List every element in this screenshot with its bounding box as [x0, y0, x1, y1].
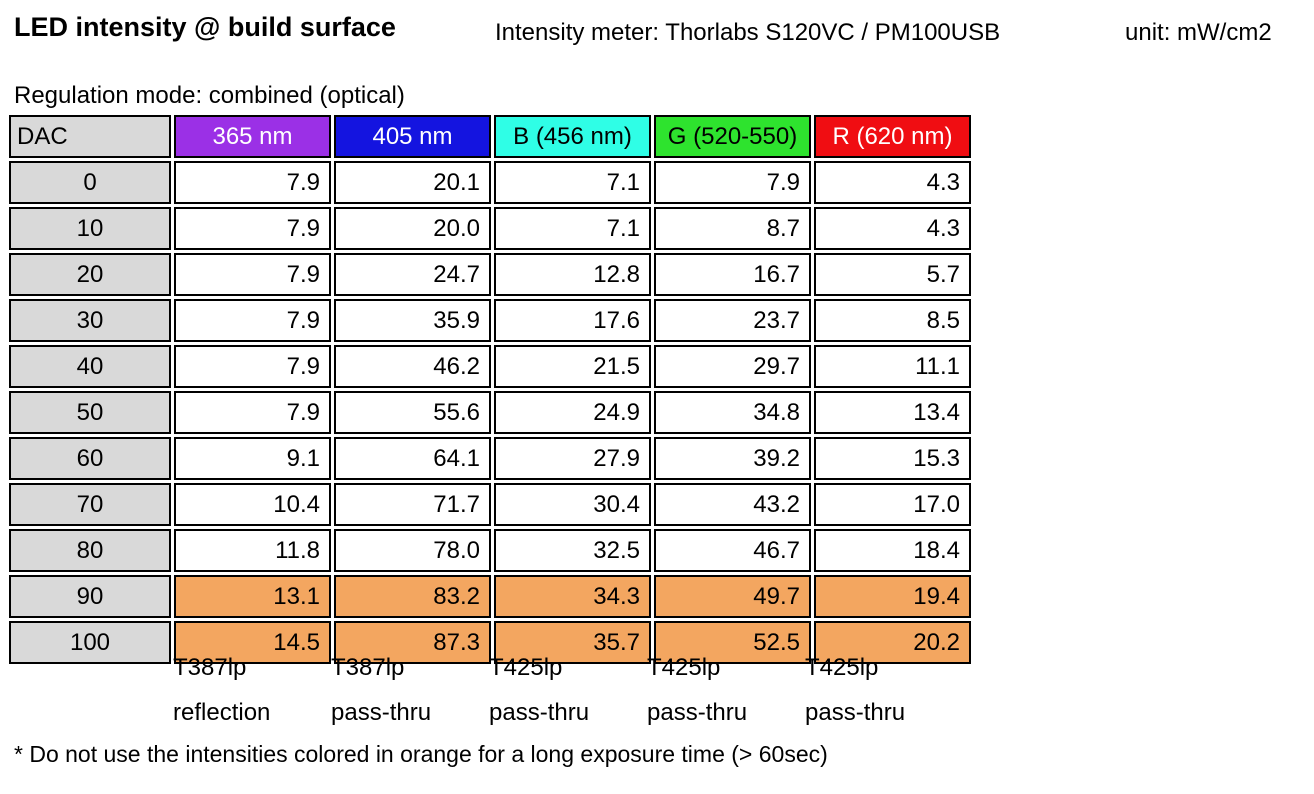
intensity-value-cell: 7.9 — [654, 161, 811, 204]
dac-value-cell: 100 — [9, 621, 171, 664]
wavelength-column-header: 405 nm — [334, 115, 491, 158]
intensity-value-cell: 9.1 — [174, 437, 331, 480]
intensity-value-cell: 34.8 — [654, 391, 811, 434]
table-row — [9, 299, 971, 342]
intensity-value-cell: 17.6 — [494, 299, 651, 342]
dac-value-cell: 10 — [9, 207, 171, 250]
intensity-table — [6, 112, 974, 667]
filter-mode: pass-thru — [331, 699, 432, 726]
wavelength-column-header: 365 nm — [174, 115, 331, 158]
intensity-value-cell: 7.9 — [174, 207, 331, 250]
intensity-value-cell: 16.7 — [654, 253, 811, 296]
intensity-value-cell: 7.1 — [494, 161, 651, 204]
intensity-value-cell: 35.7 — [494, 621, 651, 664]
filter-name: T425lp — [805, 654, 879, 681]
dac-value-cell: 60 — [9, 437, 171, 480]
filter-label — [483, 650, 641, 727]
intensity-value-cell: 29.7 — [654, 345, 811, 388]
wavelength-column-header: B (456 nm) — [494, 115, 651, 158]
intensity-value-cell: 13.1 — [174, 575, 331, 618]
intensity-value-cell: 46.7 — [654, 529, 811, 572]
filter-labels-row — [9, 650, 957, 727]
intensity-value-cell: 20.2 — [814, 621, 971, 664]
intensity-value-cell: 52.5 — [654, 621, 811, 664]
unit-label: unit: mW/cm2 — [1125, 19, 1272, 46]
filter-mode: pass-thru — [647, 699, 748, 726]
filter-name: T387lp — [331, 654, 405, 681]
filter-mode: pass-thru — [805, 699, 906, 726]
intensity-value-cell: 24.7 — [334, 253, 491, 296]
intensity-value-cell: 23.7 — [654, 299, 811, 342]
intensity-value-cell: 7.9 — [174, 391, 331, 434]
intensity-value-cell: 7.9 — [174, 253, 331, 296]
wavelength-column-header: G (520-550) — [654, 115, 811, 158]
intensity-value-cell: 15.3 — [814, 437, 971, 480]
filter-labels-spacer — [9, 650, 167, 727]
intensity-value-cell: 39.2 — [654, 437, 811, 480]
dac-column-header: DAC — [9, 115, 171, 158]
intensity-value-cell: 7.9 — [174, 345, 331, 388]
filter-label — [325, 650, 483, 727]
intensity-value-cell: 11.1 — [814, 345, 971, 388]
intensity-value-cell: 4.3 — [814, 207, 971, 250]
table-row — [9, 345, 971, 388]
dac-value-cell: 90 — [9, 575, 171, 618]
regulation-mode-label: Regulation mode: combined (optical) — [14, 82, 405, 109]
intensity-value-cell: 5.7 — [814, 253, 971, 296]
intensity-value-cell: 4.3 — [814, 161, 971, 204]
table-row — [9, 253, 971, 296]
table-row — [9, 437, 971, 480]
table-row — [9, 483, 971, 526]
dac-value-cell: 80 — [9, 529, 171, 572]
intensity-value-cell: 12.8 — [494, 253, 651, 296]
dac-value-cell: 50 — [9, 391, 171, 434]
intensity-meter-info: Intensity meter: Thorlabs S120VC / PM100USB — [495, 19, 1001, 46]
intensity-value-cell: 10.4 — [174, 483, 331, 526]
intensity-value-cell: 20.0 — [334, 207, 491, 250]
table-row — [9, 161, 971, 204]
intensity-value-cell: 7.9 — [174, 161, 331, 204]
intensity-value-cell: 17.0 — [814, 483, 971, 526]
filter-label — [167, 650, 325, 727]
intensity-value-cell: 71.7 — [334, 483, 491, 526]
filter-name: T425lp — [647, 654, 721, 681]
intensity-value-cell: 8.7 — [654, 207, 811, 250]
intensity-value-cell: 7.1 — [494, 207, 651, 250]
intensity-value-cell: 83.2 — [334, 575, 491, 618]
filter-mode: reflection — [173, 699, 271, 726]
intensity-value-cell: 87.3 — [334, 621, 491, 664]
filter-name: T425lp — [489, 654, 563, 681]
table-row — [9, 391, 971, 434]
intensity-value-cell: 35.9 — [334, 299, 491, 342]
wavelength-column-header: R (620 nm) — [814, 115, 971, 158]
intensity-value-cell: 21.5 — [494, 345, 651, 388]
intensity-value-cell: 19.4 — [814, 575, 971, 618]
intensity-value-cell: 13.4 — [814, 391, 971, 434]
table-row — [9, 529, 971, 572]
intensity-table-wrap — [6, 112, 974, 667]
intensity-value-cell: 34.3 — [494, 575, 651, 618]
intensity-value-cell: 7.9 — [174, 299, 331, 342]
intensity-value-cell: 32.5 — [494, 529, 651, 572]
dac-value-cell: 20 — [9, 253, 171, 296]
page-title: LED intensity @ build surface — [14, 12, 396, 42]
dac-value-cell: 30 — [9, 299, 171, 342]
filter-name: T387lp — [173, 654, 247, 681]
dac-value-cell: 40 — [9, 345, 171, 388]
intensity-value-cell: 20.1 — [334, 161, 491, 204]
table-row — [9, 207, 971, 250]
intensity-value-cell: 78.0 — [334, 529, 491, 572]
intensity-value-cell: 46.2 — [334, 345, 491, 388]
filter-label — [641, 650, 799, 727]
intensity-value-cell: 14.5 — [174, 621, 331, 664]
intensity-value-cell: 24.9 — [494, 391, 651, 434]
intensity-value-cell: 49.7 — [654, 575, 811, 618]
dac-value-cell: 70 — [9, 483, 171, 526]
intensity-value-cell: 8.5 — [814, 299, 971, 342]
intensity-value-cell: 27.9 — [494, 437, 651, 480]
intensity-value-cell: 18.4 — [814, 529, 971, 572]
intensity-value-cell: 11.8 — [174, 529, 331, 572]
filter-mode: pass-thru — [489, 699, 590, 726]
orange-warning-footnote: * Do not use the intensities colored in orange for a long exposure time (> 60sec) — [14, 741, 828, 767]
table-header-row — [9, 115, 971, 158]
filter-label — [799, 650, 957, 727]
intensity-value-cell: 55.6 — [334, 391, 491, 434]
table-row — [9, 575, 971, 618]
intensity-value-cell: 43.2 — [654, 483, 811, 526]
intensity-value-cell: 64.1 — [334, 437, 491, 480]
dac-value-cell: 0 — [9, 161, 171, 204]
intensity-value-cell: 30.4 — [494, 483, 651, 526]
